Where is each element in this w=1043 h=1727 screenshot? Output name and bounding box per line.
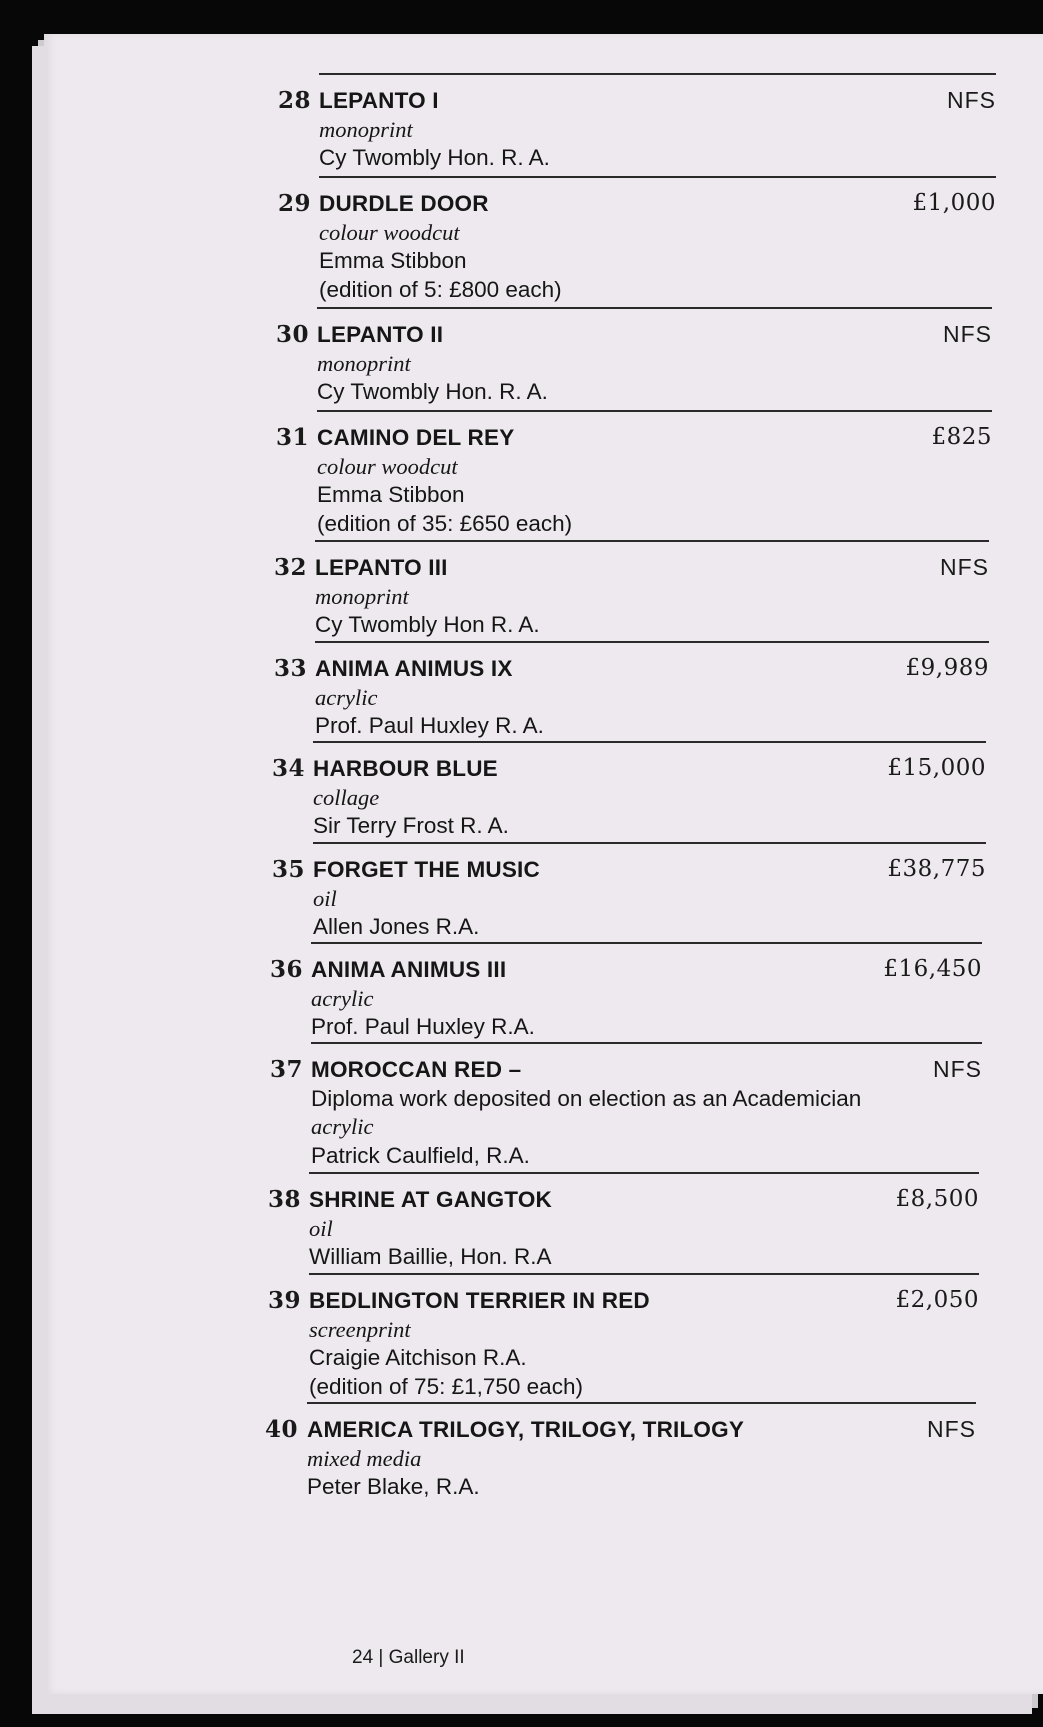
entry-artist: Peter Blake, R.A. [307,1474,480,1500]
entry-number: 38 [268,1186,302,1213]
entry-artist: Emma Stibbon [319,248,467,274]
entry-number: 33 [274,655,308,682]
entry-divider [307,1402,976,1404]
entry-title: CAMINO DEL REY [317,425,515,450]
entry-artist: Patrick Caulfield, R.A. [311,1142,530,1168]
entry-title: FORGET THE MUSIC [313,857,540,882]
entry-number: 35 [272,856,306,883]
entry-number: 32 [274,554,308,581]
entry-number: 40 [265,1416,299,1443]
entry-artist: Allen Jones R.A. [313,914,480,940]
entry-artist: Craigie Aitchison R.A. [309,1345,527,1371]
entry-medium: oil [309,1215,333,1241]
entry-divider [319,176,996,178]
entry-divider [315,540,989,542]
entry-divider [309,1172,979,1174]
entry-divider [315,641,989,643]
entry-price: £15,000 [887,755,986,781]
entry-divider [317,410,992,412]
entry-medium: monoprint [315,583,409,609]
entry-divider [319,73,996,75]
catalogue-page [44,34,1043,1694]
section-name: Gallery II [388,1647,465,1668]
entry-title: LEPANTO II [317,322,444,347]
entry-medium: acrylic [311,1114,374,1140]
entry-price: NFS [943,321,992,347]
entry-divider [313,842,986,844]
entry-number: 36 [270,956,304,983]
entry-artist: Prof. Paul Huxley R.A. [311,1014,535,1040]
entry-artist: Cy Twombly Hon. R. A. [319,145,550,171]
entry-title: BEDLINGTON TERRIER IN RED [309,1288,650,1313]
entry-title: ANIMA ANIMUS III [311,957,507,982]
entry-artist: Sir Terry Frost R. A. [313,813,509,839]
entry-artist: Emma Stibbon [317,482,465,508]
entry-price: NFS [927,1416,976,1442]
entry-medium: monoprint [317,350,411,376]
entry-divider [313,741,986,743]
entry-number: 29 [278,190,312,217]
footer-separator: | [378,1647,384,1668]
entry-artist: Prof. Paul Huxley R. A. [315,713,544,739]
page-footer [352,1647,465,1669]
entry-price: NFS [933,1056,982,1082]
entry-artist: William Baillie, Hon. R.A [309,1244,552,1270]
entry-number: 30 [276,321,310,348]
page-number: 24 [352,1647,374,1668]
entry-edition: (edition of 5: £800 each) [319,276,562,302]
entry-medium: collage [313,784,380,810]
entry-medium: oil [313,885,337,911]
entry-medium: acrylic [311,985,374,1011]
entry-title: ANIMA ANIMUS IX [315,656,513,681]
entry-medium: acrylic [315,684,378,710]
entry-number: 37 [270,1056,304,1083]
entry-note: Diploma work deposited on election as an Academician [311,1085,862,1111]
entry-title: HARBOUR BLUE [313,756,498,781]
entry-medium: colour woodcut [319,219,460,245]
entry-price: £8,500 [895,1186,979,1212]
entry-divider [311,1042,982,1044]
entry-price: NFS [947,87,996,113]
entry-divider [309,1273,979,1275]
entry-edition: (edition of 75: £1,750 each) [309,1373,583,1399]
entry-artist: Cy Twombly Hon. R. A. [317,379,548,405]
entry-medium: monoprint [319,116,413,142]
entry-number: 31 [276,424,310,451]
entry-title: SHRINE AT GANGTOK [309,1187,552,1212]
entry-divider [311,942,982,944]
entry-medium: screenprint [309,1316,411,1342]
entry-price: £825 [931,424,992,450]
entry-title: AMERICA TRILOGY, TRILOGY, TRILOGY [307,1417,745,1442]
entry-medium: mixed media [307,1445,422,1471]
entry-price: £9,989 [905,655,989,681]
entry-divider [317,307,992,309]
entry-title: LEPANTO III [315,555,448,580]
entry-price: £1,000 [912,190,996,216]
entry-number: 28 [278,87,312,114]
entry-price: £2,050 [895,1287,979,1313]
entry-artist: Cy Twombly Hon R. A. [315,612,540,638]
entry-price: NFS [940,554,989,580]
entry-medium: colour woodcut [317,453,458,479]
entry-title: DURDLE DOOR [319,191,489,216]
entry-price: £38,775 [887,856,986,882]
entry-number: 34 [272,755,306,782]
entry-title: MOROCCAN RED – [311,1057,522,1082]
entry-price: £16,450 [883,956,982,982]
entry-number: 39 [268,1287,302,1314]
entry-edition: (edition of 35: £650 each) [317,510,573,536]
entry-title: LEPANTO I [319,88,439,113]
